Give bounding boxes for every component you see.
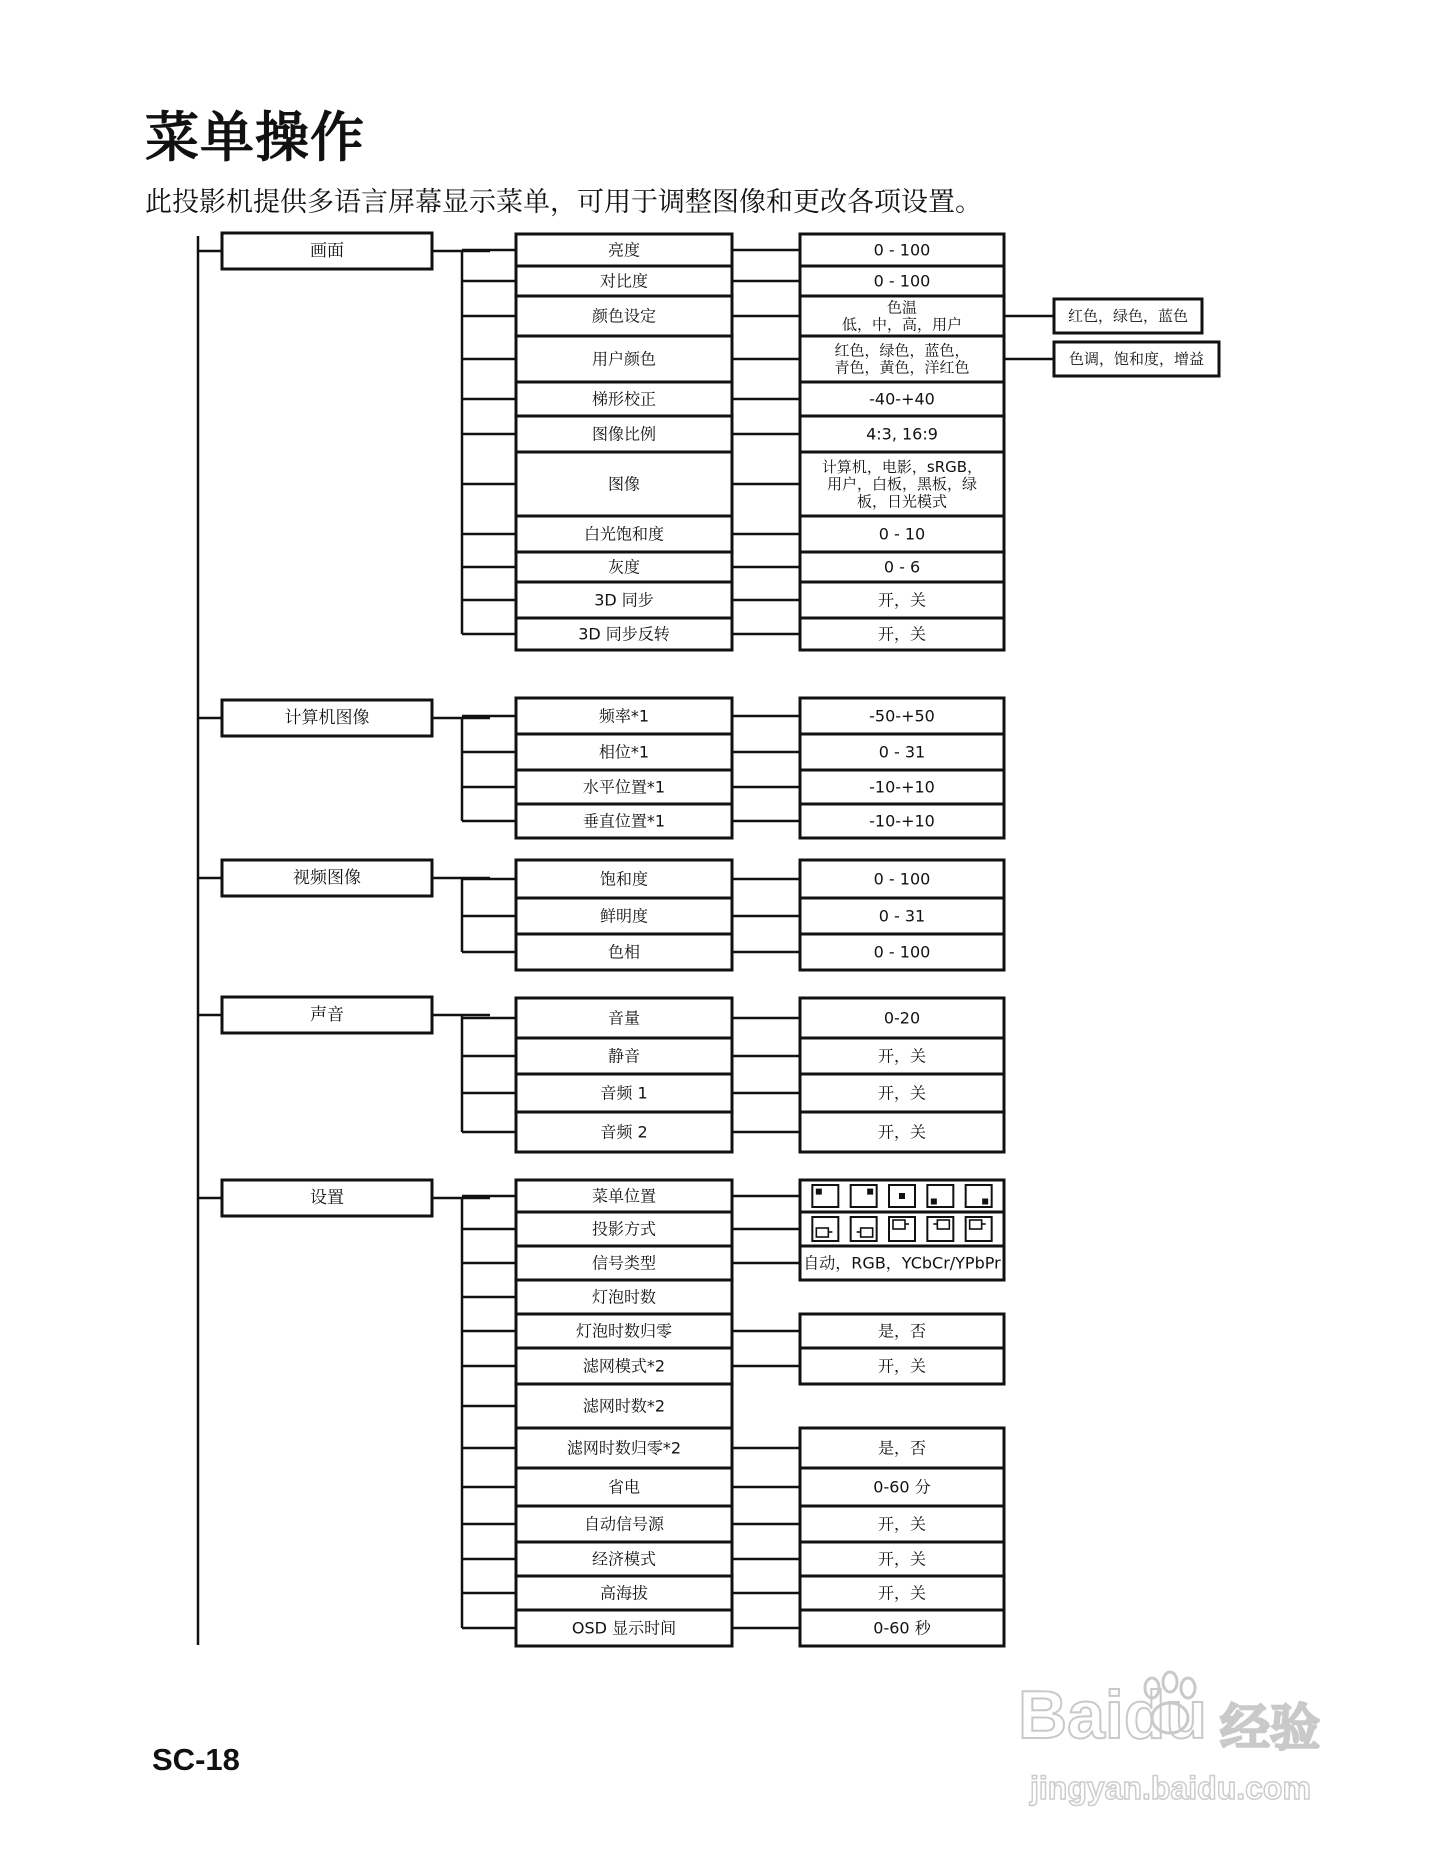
value-label: 是，否 <box>877 1438 927 1458</box>
value-label: 开，关 <box>877 1356 927 1376</box>
value-label: 0-60 秒 <box>873 1618 931 1638</box>
menu-item-label: 投影方式 <box>591 1219 657 1239</box>
menu-item-label: 饱和度 <box>599 869 649 889</box>
value-label: 开，关 <box>877 590 927 610</box>
category-label: 设置 <box>310 1188 344 1208</box>
value-label: -50-+50 <box>869 706 935 726</box>
value-label: 青色，黄色，洋红色 <box>834 358 970 377</box>
menu-item-label: 灯泡时数归零 <box>575 1321 673 1341</box>
value-label: 是，否 <box>877 1321 927 1341</box>
value-label: -40-+40 <box>869 389 935 409</box>
page-number: SC-18 <box>152 1742 240 1777</box>
menu-item-label: 省电 <box>607 1477 641 1497</box>
watermark-logo: Baidu <box>1018 1677 1207 1753</box>
value-label: 开，关 <box>877 1122 927 1142</box>
value-label: 0-60 分 <box>873 1477 931 1497</box>
page-title: 菜单操作 <box>145 106 365 169</box>
menu-item-label: 对比度 <box>599 271 649 291</box>
menu-item-label: 水平位置*1 <box>582 777 666 797</box>
value-label: -10-+10 <box>869 777 935 797</box>
value-label: 开，关 <box>877 1046 927 1066</box>
value-label: 0 - 31 <box>878 742 926 762</box>
value-label: 自动，RGB，YCbCr/YPbPr <box>803 1253 1001 1273</box>
value-label: 0 - 100 <box>873 942 931 962</box>
menu-item-label: 垂直位置*1 <box>582 811 666 831</box>
watermark-cn: 经验 <box>1220 1699 1320 1757</box>
page-intro: 此投影机提供多语言屏幕显示菜单，可用于调整图像和更改各项设置。 <box>145 187 982 218</box>
value-label: 4:3, 16:9 <box>866 424 938 444</box>
value-label: 0-20 <box>883 1008 921 1028</box>
menu-item-label: 色相 <box>607 942 641 962</box>
menu-item-label: 自动信号源 <box>583 1514 665 1534</box>
category-label: 画面 <box>310 241 344 261</box>
extra-value-label: 色调，饱和度，增益 <box>1068 350 1205 368</box>
menu-item-label: OSD 显示时间 <box>571 1618 677 1638</box>
value-label: 0 - 100 <box>873 240 931 260</box>
menu-item-label: 滤网模式*2 <box>582 1356 666 1376</box>
menu-item-label: 灰度 <box>607 557 641 577</box>
value-label: 用户，白板，黑板，绿 <box>826 475 978 493</box>
menu-item-label: 菜单位置 <box>591 1186 657 1206</box>
value-label: 计算机，电影，sRGB， <box>821 457 983 476</box>
menu-item-label: 滤网时数*2 <box>582 1396 666 1416</box>
menu-item-label: 3D 同步 <box>594 590 654 610</box>
value-label: 开，关 <box>877 1514 927 1534</box>
watermark-url: jingyan.baidu.com <box>1030 1770 1311 1806</box>
category-label: 视频图像 <box>293 868 361 888</box>
menu-item-label: 音量 <box>607 1008 641 1028</box>
menu-item-label: 图像比例 <box>591 424 657 444</box>
menu-item-label: 鲜明度 <box>599 906 649 926</box>
category-label: 计算机图像 <box>284 708 370 728</box>
menu-item-label: 亮度 <box>607 240 641 260</box>
menu-item-label: 经济模式 <box>591 1549 657 1569</box>
value-label: 开，关 <box>877 624 927 644</box>
value-label: 0 - 10 <box>878 524 926 544</box>
value-label: 色温 <box>886 298 918 317</box>
menu-item-label: 滤网时数归零*2 <box>566 1438 682 1458</box>
value-label: 红色，绿色，蓝色， <box>834 341 970 360</box>
menu-item-label: 信号类型 <box>591 1253 657 1273</box>
value-label: 开，关 <box>877 1083 927 1103</box>
value-label: -10-+10 <box>869 811 935 831</box>
menu-item-label: 静音 <box>607 1046 641 1066</box>
value-label: 0 - 6 <box>883 557 921 577</box>
menu-item-label: 灯泡时数 <box>591 1287 657 1307</box>
menu-item-label: 音频 1 <box>600 1083 648 1103</box>
menu-item-label: 音频 2 <box>600 1122 648 1142</box>
value-label: 板，日光模式 <box>856 492 948 511</box>
menu-item-label: 梯形校正 <box>591 389 657 409</box>
menu-item-label: 颜色设定 <box>591 306 657 326</box>
baidu-watermark <box>1010 1670 1360 1820</box>
value-label: 开，关 <box>877 1583 927 1603</box>
menu-item-label: 频率*1 <box>598 706 650 726</box>
value-label: 开，关 <box>877 1549 927 1569</box>
value-label: 0 - 100 <box>873 271 931 291</box>
extra-value-label: 红色，绿色，蓝色 <box>1067 307 1189 325</box>
menu-item-label: 相位*1 <box>598 742 650 762</box>
menu-item-label: 3D 同步反转 <box>578 624 670 644</box>
category-label: 声音 <box>310 1005 344 1025</box>
menu-item-label: 用户颜色 <box>591 349 657 369</box>
menu-item-label: 白光饱和度 <box>583 524 665 544</box>
value-label: 低，中，高，用户 <box>841 315 963 334</box>
value-label: 0 - 100 <box>873 869 931 889</box>
menu-item-label: 高海拔 <box>599 1583 649 1603</box>
value-label: 0 - 31 <box>878 906 926 926</box>
menu-item-label: 图像 <box>607 474 641 494</box>
